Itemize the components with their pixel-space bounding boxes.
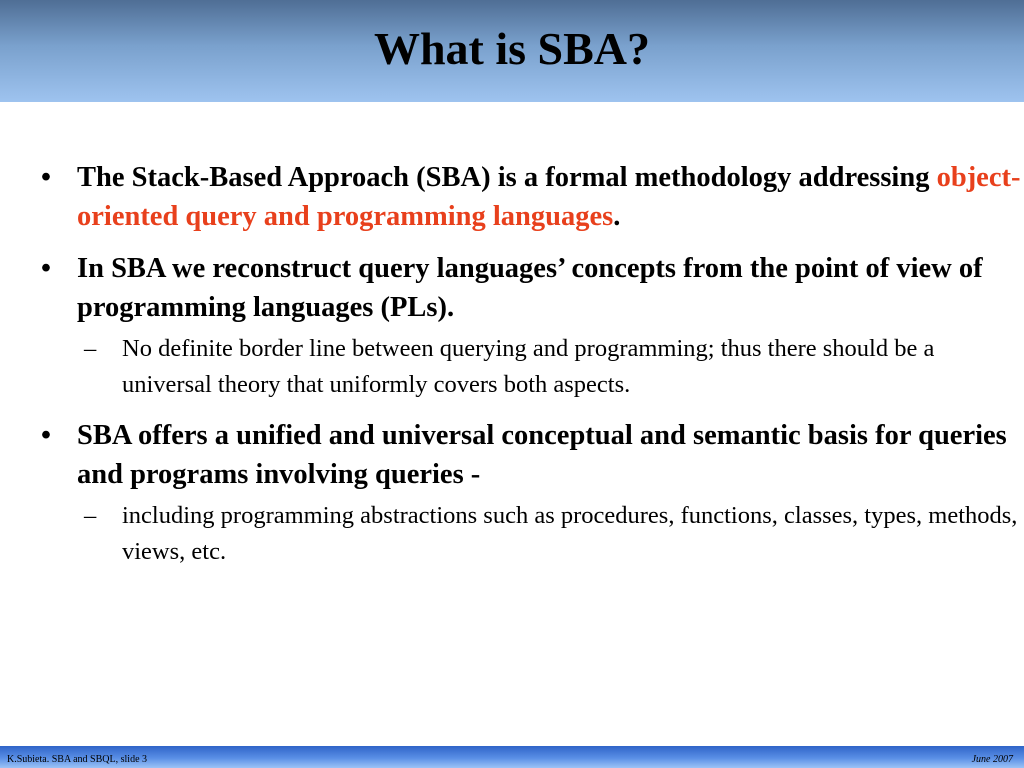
bullet-marker: • xyxy=(41,253,51,284)
bullet-item xyxy=(40,249,1024,327)
sub-bullet-marker: – xyxy=(84,335,97,362)
slide-content xyxy=(40,158,1024,583)
footer-date: June 2007 xyxy=(971,754,1013,765)
slide-title: What is SBA? xyxy=(373,23,651,74)
bullet-text-end: . xyxy=(613,201,621,232)
bullet-marker: • xyxy=(41,162,51,193)
bullet-text: SBA offers a unified and universal conceptual and semantic basis for queries and programs involving queries - xyxy=(77,420,1007,490)
sub-bullet-text: No definite border line between querying and programming; thus there should be a universal theory that uniformly covers both aspects. xyxy=(122,335,935,398)
sub-bullet-item xyxy=(77,498,1024,570)
sub-bullet-item xyxy=(77,331,1024,403)
bullet-item xyxy=(40,158,1024,236)
bullet-item xyxy=(40,416,1024,494)
sub-bullet-text: including programming abstractions such as procedures, functions, classes, types, methods, views, etc. xyxy=(122,502,1018,565)
footer-bar xyxy=(0,746,1024,768)
bullet-marker: • xyxy=(41,420,51,451)
bullet-highlight: object-oriented query and programming languages xyxy=(77,162,1021,232)
sub-bullet-marker: – xyxy=(84,502,97,529)
bullet-text: The Stack-Based Approach (SBA) is a formal methodology addressing xyxy=(77,162,937,193)
footer-slide-info: K.Subieta. SBA and SBQL, slide 3 xyxy=(7,754,148,765)
bullet-text: In SBA we reconstruct query languages’ concepts from the point of view of programming languages (PLs). xyxy=(77,253,983,323)
